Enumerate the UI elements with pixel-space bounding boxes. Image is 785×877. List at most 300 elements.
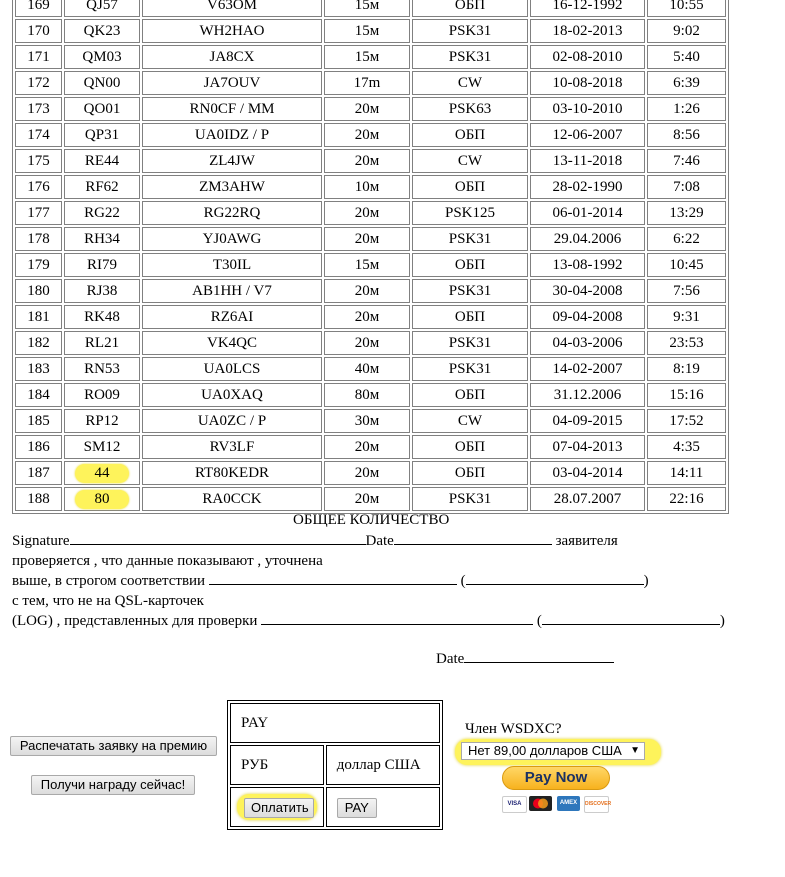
- callsign-cell: [142, 123, 322, 147]
- row-number: [15, 45, 62, 69]
- paren-open: (: [460, 573, 466, 589]
- rub-pay-cell: [230, 787, 324, 827]
- date-cell-text: 03-10-2010: [552, 101, 623, 117]
- table-row: [15, 357, 726, 381]
- row-number: [15, 305, 62, 329]
- callsign-cell: [142, 149, 322, 173]
- signature-line: [12, 532, 618, 550]
- date-cell: [530, 227, 645, 251]
- verify-field-3: [261, 612, 533, 625]
- time-cell-text: 10:55: [669, 0, 704, 13]
- date-cell: [530, 175, 645, 199]
- date-cell-text: 14-02-2007: [552, 361, 623, 377]
- band-cell-text: 15м: [354, 49, 380, 65]
- membership-select[interactable]: [461, 742, 645, 760]
- mode-cell: [412, 227, 528, 251]
- row-number-text: 175: [27, 153, 50, 169]
- verify-line-2-text: выше, в строгом соответствии: [12, 573, 206, 589]
- paren-close: ): [643, 573, 649, 589]
- row-number: [15, 409, 62, 433]
- band-cell: [324, 305, 410, 329]
- table-row: [15, 435, 726, 459]
- signature-label: Signature: [12, 533, 70, 549]
- time-cell-text: 6:22: [673, 231, 700, 247]
- locator-cell: [64, 409, 140, 433]
- pay-now-button[interactable]: Pay Now: [502, 766, 610, 790]
- callsign-cell: [142, 71, 322, 95]
- callsign-cell-text: VK4QC: [206, 335, 257, 351]
- callsign-cell: [142, 305, 322, 329]
- mode-cell-text: PSK31: [448, 283, 492, 299]
- callsign-cell-text: RA0CCK: [202, 491, 262, 507]
- locator-cell: [64, 227, 140, 251]
- mode-cell-text: PSK31: [448, 335, 492, 351]
- locator-cell-text: QO01: [83, 101, 121, 117]
- band-cell: [324, 461, 410, 485]
- mode-cell-text: ОБП: [454, 465, 486, 481]
- row-number-text: 188: [27, 491, 50, 507]
- date-cell-text: 31.12.2006: [553, 387, 622, 403]
- row-number: [15, 19, 62, 43]
- callsign-cell-text: UA0LCS: [203, 361, 261, 377]
- callsign-cell-text: UA0XAQ: [201, 387, 263, 403]
- locator-cell-text: QM03: [82, 49, 122, 65]
- band-cell: [324, 227, 410, 251]
- row-number: [15, 253, 62, 277]
- callsign-cell: [142, 0, 322, 17]
- callsign-cell-text: UA0IDZ / P: [194, 127, 270, 143]
- locator-cell-text: 80: [75, 490, 129, 509]
- row-number: [15, 97, 62, 121]
- callsign-cell-text: ZM3AHW: [199, 179, 265, 195]
- callsign-cell-text: T30IL: [212, 257, 252, 273]
- date-field: [394, 532, 552, 545]
- mode-cell-text: PSK125: [444, 205, 496, 221]
- verify-line-4-text: (LOG) , представленных для проверки: [12, 613, 258, 629]
- row-number-text: 185: [27, 413, 50, 429]
- table-row: [15, 97, 726, 121]
- pay-header-cell: PAY: [230, 703, 440, 743]
- row-number-text: 173: [27, 101, 50, 117]
- callsign-cell-text: RN0CF / MM: [189, 101, 275, 117]
- row-number: [15, 227, 62, 251]
- time-cell: [647, 45, 726, 69]
- time-cell: [647, 227, 726, 251]
- band-cell: [324, 97, 410, 121]
- table-row: [15, 487, 726, 511]
- payment-table: [227, 700, 443, 830]
- time-cell: [647, 201, 726, 225]
- locator-cell: [64, 175, 140, 199]
- date-cell: [530, 279, 645, 303]
- date-cell-text: 04-03-2006: [552, 335, 623, 351]
- date-cell: [530, 331, 645, 355]
- date-cell-text: 18-02-2013: [552, 23, 623, 39]
- date-cell-text: 10-08-2018: [552, 75, 623, 91]
- band-cell-text: 20м: [354, 153, 380, 169]
- time-cell: [647, 175, 726, 199]
- date-cell-text: 16-12-1992: [552, 0, 623, 13]
- row-number-text: 180: [27, 283, 50, 299]
- verify-line-4: [12, 612, 725, 630]
- signature-field: [70, 532, 366, 545]
- row-number: [15, 487, 62, 511]
- band-cell: [324, 19, 410, 43]
- band-cell-text: 80м: [354, 387, 380, 403]
- date-cell: [530, 97, 645, 121]
- discover-icon: DISCOVER: [584, 796, 609, 813]
- band-cell-text: 20м: [354, 465, 380, 481]
- date-cell: [530, 435, 645, 459]
- date-cell-text: 28-02-1990: [552, 179, 623, 195]
- mode-cell-text: ОБП: [454, 309, 486, 325]
- date-cell-text: 30-04-2008: [552, 283, 623, 299]
- callsign-cell-text: RT80KEDR: [194, 465, 270, 481]
- member-label: Член WSDXC?: [465, 721, 562, 737]
- band-cell: [324, 435, 410, 459]
- rub-cell: РУБ: [230, 745, 324, 785]
- mode-cell: [412, 0, 528, 17]
- locator-cell-text: RP12: [85, 413, 119, 429]
- row-number-text: 169: [27, 0, 50, 13]
- time-cell-text: 1:26: [673, 101, 700, 117]
- date-cell: [530, 149, 645, 173]
- time-cell: [647, 461, 726, 485]
- callsign-cell: [142, 487, 322, 511]
- band-cell: [324, 409, 410, 433]
- mastercard-icon: [529, 796, 552, 811]
- time-cell: [647, 409, 726, 433]
- row-number: [15, 149, 62, 173]
- row-number-text: 170: [27, 23, 50, 39]
- table-row: [15, 279, 726, 303]
- locator-cell-text: RG22: [84, 205, 120, 221]
- table-row: [15, 123, 726, 147]
- band-cell: [324, 357, 410, 381]
- time-cell-text: 7:08: [673, 179, 700, 195]
- band-cell-text: 20м: [354, 439, 380, 455]
- date-cell-text: 12-06-2007: [552, 127, 623, 143]
- locator-cell: [64, 253, 140, 277]
- locator-cell-text: QK23: [83, 23, 121, 39]
- mode-cell-text: PSK63: [448, 101, 492, 117]
- time-cell-text: 4:35: [673, 439, 700, 455]
- visa-icon: VISA: [502, 796, 527, 813]
- row-number: [15, 435, 62, 459]
- time-cell: [647, 487, 726, 511]
- callsign-cell-text: V63OM: [206, 0, 257, 13]
- amex-icon: AMEX: [557, 796, 580, 811]
- date-cell: [530, 409, 645, 433]
- mode-cell: [412, 149, 528, 173]
- mode-cell: [412, 71, 528, 95]
- time-cell-text: 17:52: [669, 413, 704, 429]
- callsign-cell-text: JA8CX: [209, 49, 255, 65]
- callsign-cell: [142, 461, 322, 485]
- mode-cell: [412, 279, 528, 303]
- locator-cell-text: RJ38: [86, 283, 118, 299]
- callsign-cell: [142, 253, 322, 277]
- row-number: [15, 461, 62, 485]
- time-cell: [647, 279, 726, 303]
- time-cell-text: 8:19: [673, 361, 700, 377]
- locator-cell-text: QP31: [84, 127, 120, 143]
- callsign-cell: [142, 45, 322, 69]
- total-heading: ОБЩЕЕ КОЛИЧЕСТВО: [293, 512, 450, 528]
- locator-cell: [64, 279, 140, 303]
- locator-cell: [64, 45, 140, 69]
- mode-cell-text: PSK31: [448, 361, 492, 377]
- time-cell: [647, 19, 726, 43]
- date-cell-text: 04-09-2015: [552, 413, 623, 429]
- locator-cell: [64, 357, 140, 381]
- table-row: [15, 409, 726, 433]
- date-cell: [530, 383, 645, 407]
- date-cell: [530, 71, 645, 95]
- time-cell-text: 10:45: [669, 257, 704, 273]
- date-cell-text: 03-04-2014: [552, 465, 623, 481]
- table-row: [15, 45, 726, 69]
- time-cell: [647, 357, 726, 381]
- band-cell-text: 15м: [354, 257, 380, 273]
- locator-cell-text: SM12: [83, 439, 121, 455]
- mode-cell: [412, 97, 528, 121]
- locator-cell: [64, 487, 140, 511]
- date-cell: [530, 305, 645, 329]
- row-number: [15, 123, 62, 147]
- band-cell-text: 20м: [354, 283, 380, 299]
- locator-cell: [64, 19, 140, 43]
- callsign-cell-text: JA7OUV: [203, 75, 261, 91]
- mode-cell-text: ОБП: [454, 439, 486, 455]
- locator-cell: [64, 123, 140, 147]
- callsign-cell-text: YJ0AWG: [202, 231, 262, 247]
- row-number-text: 186: [27, 439, 50, 455]
- time-cell: [647, 435, 726, 459]
- locator-cell: [64, 0, 140, 17]
- time-cell-text: 15:16: [669, 387, 704, 403]
- locator-cell-text: RH34: [84, 231, 120, 247]
- mode-cell-text: CW: [457, 75, 483, 91]
- band-cell: [324, 279, 410, 303]
- date-cell: [530, 357, 645, 381]
- table-row: [15, 305, 726, 329]
- band-cell-text: 15м: [354, 0, 380, 13]
- membership-select-value: Нет 89,00 долларов США: [468, 743, 622, 758]
- time-cell: [647, 253, 726, 277]
- date-cell: [530, 19, 645, 43]
- row-number-text: 178: [27, 231, 50, 247]
- time-cell: [647, 123, 726, 147]
- locator-cell: [64, 331, 140, 355]
- locator-cell-text: RN53: [84, 361, 120, 377]
- time-cell-text: 8:56: [673, 127, 700, 143]
- mode-cell-text: ОБП: [454, 257, 486, 273]
- time-cell: [647, 97, 726, 121]
- locator-cell-text: RO09: [84, 387, 120, 403]
- verify-line-3: с тем, что не на QSL-карточек: [12, 593, 204, 609]
- mode-cell: [412, 45, 528, 69]
- verify-line-1: проверяется , что данные показывают , уточнена: [12, 553, 323, 569]
- date-cell: [530, 123, 645, 147]
- locator-cell: [64, 435, 140, 459]
- band-cell: [324, 253, 410, 277]
- row-number-text: 179: [27, 257, 50, 273]
- callsign-cell: [142, 435, 322, 459]
- date-field-2: [464, 650, 614, 663]
- date-cell-text: 02-08-2010: [552, 49, 623, 65]
- mode-cell-text: PSK31: [448, 491, 492, 507]
- applicant-label: заявителя: [555, 533, 618, 549]
- date-cell: [530, 45, 645, 69]
- callsign-cell: [142, 331, 322, 355]
- date-cell-text: 13-11-2018: [552, 153, 623, 169]
- row-number-text: 182: [27, 335, 50, 351]
- date-cell: [530, 487, 645, 511]
- row-number-text: 187: [27, 465, 50, 481]
- callsign-cell: [142, 383, 322, 407]
- locator-cell-text: RE44: [84, 153, 120, 169]
- callsign-cell: [142, 201, 322, 225]
- table-row: [15, 71, 726, 95]
- callsign-cell: [142, 97, 322, 121]
- locator-cell-text: QN00: [83, 75, 121, 91]
- mode-cell: [412, 331, 528, 355]
- mode-cell: [412, 409, 528, 433]
- mode-cell-text: ОБП: [454, 127, 486, 143]
- verify-field-1: [209, 572, 457, 585]
- locator-cell-text: RF62: [85, 179, 119, 195]
- date-cell-text: 28.07.2007: [553, 491, 622, 507]
- mode-cell-text: CW: [457, 413, 483, 429]
- row-number-text: 174: [27, 127, 50, 143]
- band-cell-text: 17m: [353, 75, 381, 91]
- mode-cell: [412, 175, 528, 199]
- print-application-button[interactable]: Распечатать заявку на премию: [10, 736, 217, 756]
- band-cell: [324, 149, 410, 173]
- date-label: Date: [365, 533, 394, 549]
- mode-cell-text: ОБП: [454, 179, 486, 195]
- callsign-cell: [142, 279, 322, 303]
- row-number: [15, 71, 62, 95]
- callsign-cell-text: RV3LF: [209, 439, 255, 455]
- callsign-cell: [142, 19, 322, 43]
- mode-cell: [412, 487, 528, 511]
- date-cell-text: 09-04-2008: [552, 309, 623, 325]
- table-row: [15, 227, 726, 251]
- locator-cell-text: QJ57: [86, 0, 118, 13]
- band-cell-text: 30м: [354, 413, 380, 429]
- date-label-2: Date: [436, 651, 465, 667]
- band-cell-text: 20м: [354, 335, 380, 351]
- band-cell-text: 20м: [354, 309, 380, 325]
- qsl-log-table: [12, 0, 729, 514]
- band-cell-text: 20м: [354, 491, 380, 507]
- table-row: [15, 253, 726, 277]
- locator-cell: [64, 97, 140, 121]
- mode-cell: [412, 435, 528, 459]
- time-cell-text: 23:53: [669, 335, 704, 351]
- band-cell-text: 10м: [354, 179, 380, 195]
- time-cell-text: 13:29: [669, 205, 704, 221]
- date-cell: [530, 0, 645, 17]
- callsign-cell-text: WH2HAO: [199, 23, 265, 39]
- pay-usd-button[interactable]: PAY: [337, 798, 377, 818]
- row-number-text: 184: [27, 387, 50, 403]
- mode-cell: [412, 253, 528, 277]
- chevron-down-icon: ▼: [630, 745, 640, 756]
- band-cell: [324, 383, 410, 407]
- callsign-cell: [142, 227, 322, 251]
- row-number-text: 172: [27, 75, 50, 91]
- time-cell-text: 22:16: [669, 491, 704, 507]
- pay-rub-button[interactable]: Оплатить: [244, 798, 314, 818]
- get-award-button[interactable]: Получи награду сейчас!: [31, 775, 195, 795]
- mode-cell-text: CW: [457, 153, 483, 169]
- callsign-cell-text: UA0ZC / P: [197, 413, 267, 429]
- time-cell-text: 14:11: [669, 465, 704, 481]
- callsign-cell: [142, 409, 322, 433]
- mode-cell-text: ОБП: [454, 387, 486, 403]
- locator-cell-text: RI79: [87, 257, 117, 273]
- band-cell: [324, 123, 410, 147]
- time-cell: [647, 305, 726, 329]
- mode-cell: [412, 19, 528, 43]
- date-line-2: [436, 650, 614, 668]
- row-number: [15, 175, 62, 199]
- band-cell: [324, 487, 410, 511]
- locator-cell-text: RK48: [84, 309, 120, 325]
- callsign-cell: [142, 175, 322, 199]
- usd-pay-cell: [326, 787, 440, 827]
- time-cell: [647, 71, 726, 95]
- callsign-cell-text: RG22RQ: [203, 205, 261, 221]
- band-cell-text: 20м: [354, 231, 380, 247]
- time-cell: [647, 331, 726, 355]
- locator-cell-text: 44: [75, 464, 129, 483]
- callsign-cell-text: AB1HH / V7: [192, 283, 272, 299]
- mode-cell: [412, 123, 528, 147]
- table-row: [15, 383, 726, 407]
- row-number-text: 181: [27, 309, 50, 325]
- date-cell-text: 07-04-2013: [552, 439, 623, 455]
- locator-cell: [64, 305, 140, 329]
- locator-cell-text: RL21: [84, 335, 120, 351]
- date-cell-text: 06-01-2014: [552, 205, 623, 221]
- table-row: [15, 201, 726, 225]
- callsign-cell-text: ZL4JW: [209, 153, 255, 169]
- locator-cell: [64, 71, 140, 95]
- band-cell-text: 20м: [354, 101, 380, 117]
- row-number: [15, 201, 62, 225]
- mode-cell-text: PSK31: [448, 49, 492, 65]
- band-cell: [324, 331, 410, 355]
- band-cell: [324, 201, 410, 225]
- mode-cell: [412, 201, 528, 225]
- table-row: [15, 0, 726, 17]
- usd-cell: доллар США: [326, 745, 440, 785]
- time-cell: [647, 149, 726, 173]
- row-number: [15, 357, 62, 381]
- band-cell-text: 15м: [354, 23, 380, 39]
- row-number: [15, 383, 62, 407]
- verify-field-4: [542, 612, 720, 625]
- time-cell: [647, 383, 726, 407]
- date-cell-text: 29.04.2006: [553, 231, 622, 247]
- date-cell: [530, 461, 645, 485]
- paren-close-2: ): [719, 613, 725, 629]
- verify-field-2: [466, 572, 644, 585]
